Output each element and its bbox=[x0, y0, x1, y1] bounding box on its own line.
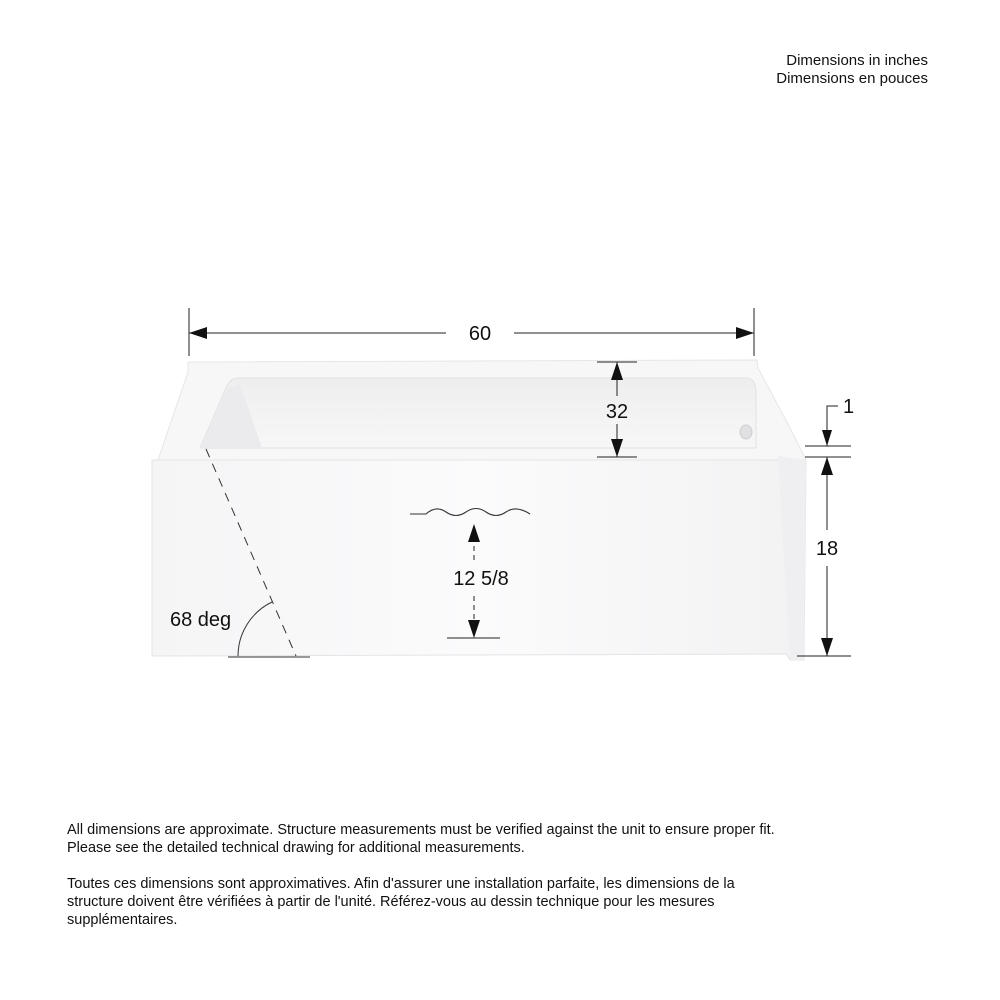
disclaimer-en: All dimensions are approximate. Structure measurements must be verified against the unit to ensure proper fit. Please see the detailed technical drawing for additional measurements. bbox=[67, 822, 775, 856]
tub-apron bbox=[152, 460, 806, 660]
angle-label: 68 deg bbox=[170, 609, 232, 631]
disclaimer-fr: Toutes ces dimensions sont approximatives. Afin d'assurer une installation parfaite, les dimensions de la structure doivent être vérifiées à partir de l'unité. Référez-vous au dessin technique pour les mesures supplémentaires. bbox=[67, 876, 735, 928]
drain-overflow-icon bbox=[740, 425, 752, 439]
height-label: 18 bbox=[815, 538, 839, 560]
disclaimer-notes bbox=[67, 821, 787, 947]
units-note-fr: Dimensions en pouces bbox=[776, 70, 928, 87]
depth-label: 32 bbox=[605, 401, 629, 423]
tub-basin bbox=[200, 378, 756, 448]
lip-label: 1 bbox=[843, 396, 855, 418]
water-depth-label: 12 5/8 bbox=[453, 568, 509, 590]
bathtub bbox=[152, 360, 806, 660]
length-label: 60 bbox=[468, 323, 492, 345]
units-note-en: Dimensions in inches bbox=[786, 52, 928, 69]
